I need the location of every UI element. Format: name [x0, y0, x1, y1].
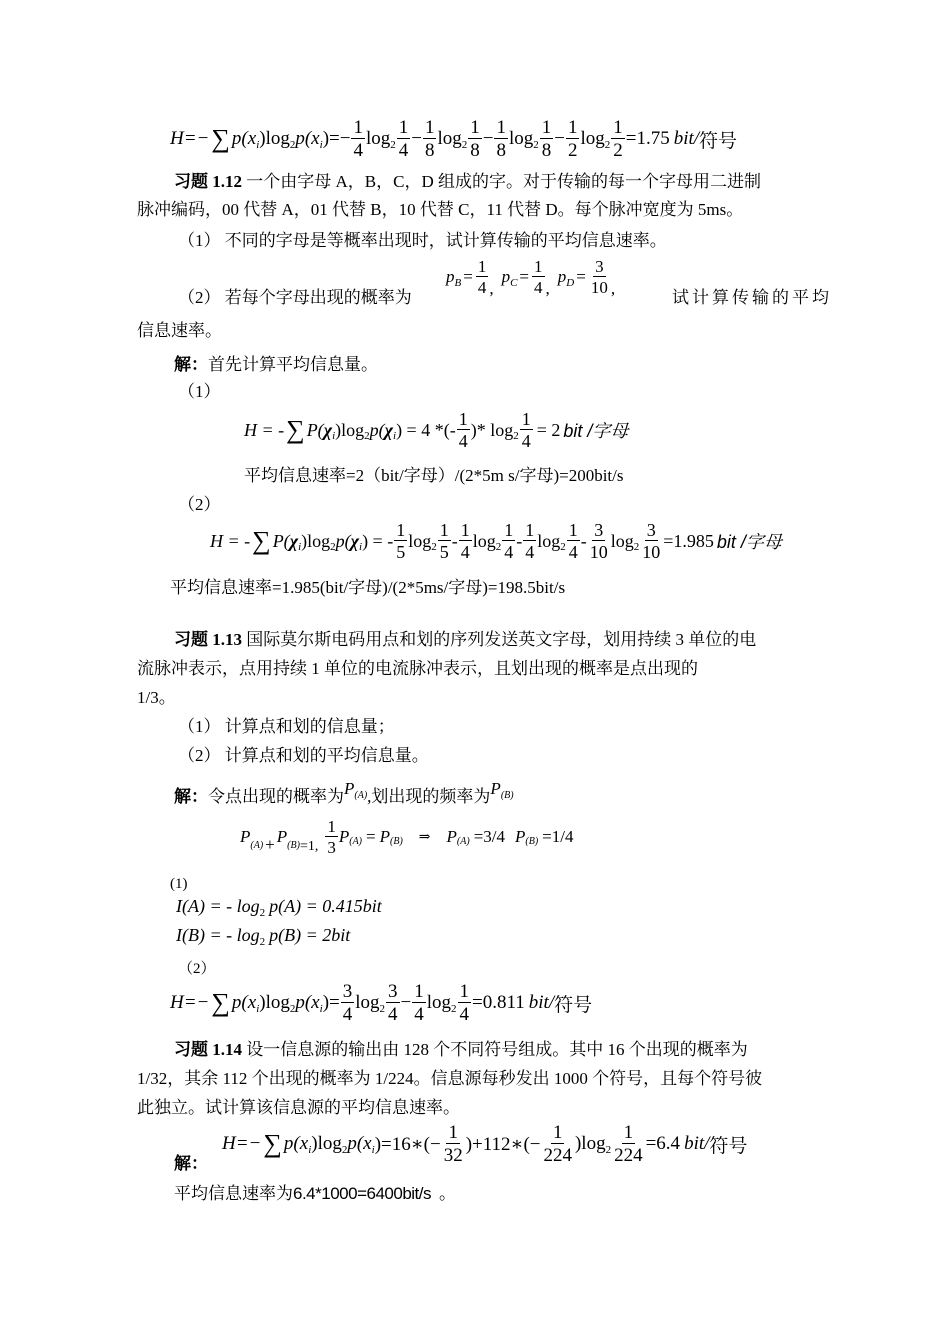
- numerator: 3: [594, 520, 604, 540]
- fraction: [611, 118, 625, 160]
- fraction: [397, 118, 411, 160]
- rate-2: 平均信息速率=1.985(bit/字母)/(2*5ms/字母)=198.5bit/s: [170, 578, 566, 597]
- numerator: 1: [534, 257, 543, 276]
- eq-text: p(x: [231, 992, 257, 1013]
- eq-text: log: [365, 128, 391, 149]
- eq-text: χ: [384, 419, 393, 440]
- eq-text: )log: [335, 419, 365, 440]
- eq-text: I(A) = - log: [176, 896, 260, 916]
- problem-title: 习题 1.14: [174, 1040, 242, 1059]
- eq-text: −: [554, 128, 565, 149]
- denominator: 8: [470, 140, 480, 161]
- eq-text: log: [437, 128, 462, 149]
- numerator: 1: [525, 520, 535, 540]
- eq-sub: 2: [390, 139, 396, 151]
- numerator: 1: [353, 117, 363, 138]
- solution-1-12: [174, 354, 378, 376]
- eq-text: p: [446, 267, 455, 286]
- eq-text: χ: [323, 419, 333, 440]
- eq-text: P: [240, 827, 251, 846]
- equation-1-12-part-2: H = - ∑ P( χ i )log 2 p( χ i ) = - $\frac{1}{5}$ log 2 $\frac{1}{5}$ - $\frac{1}{4}$ log 2 $\frac{1}{4}$ - $\frac{1}{4}$ log 2 $\frac{1}{4}$ - $\frac{3}{10}$ log 2 $\frac{3}{10}$ =1.985 bit /字母: [210, 520, 782, 562]
- denominator: 8: [541, 140, 552, 161]
- problem-1-12-question-2: （2） 若每个字母出现的概率为: [178, 288, 412, 307]
- denominator: 4: [342, 1004, 353, 1025]
- eq-sub: (A): [349, 835, 363, 847]
- eq-text: )log: [259, 992, 290, 1013]
- equation-1-13-average: H=− ∑ p(x i )log 2 p(x i )= $\frac{3}{4}$ log 2 $\frac{3}{4}$ − $\frac{1}{4}$ log 2 $\frac{1}{4}$ =0.811 bit / 符号: [170, 981, 593, 1025]
- eq-unit: bit: [684, 1133, 705, 1154]
- eq-unit: bit /字母: [563, 421, 629, 441]
- eq-text: P: [379, 827, 390, 846]
- eq-text: p(x: [231, 128, 257, 149]
- eq-text: =6.4: [645, 1133, 681, 1154]
- eq-text: p(x: [295, 128, 320, 149]
- eq-text: log: [508, 128, 534, 149]
- numerator: 3: [388, 981, 398, 1002]
- fraction: [423, 118, 437, 160]
- solution-part-1: （1）: [178, 382, 221, 401]
- eq-unit: bit: [673, 128, 694, 149]
- solution-label: 解：: [174, 787, 208, 806]
- numerator: 1: [567, 117, 578, 138]
- problem-title: 习题 1.12: [174, 172, 242, 191]
- numerator: 1: [459, 981, 470, 1002]
- denominator: 4: [460, 542, 470, 562]
- fraction: [394, 521, 407, 561]
- problem-1-12-question-2-cont: 试计算传输的平均: [672, 288, 832, 307]
- denominator: 10: [590, 278, 608, 297]
- numerator: 1: [470, 117, 480, 138]
- problem-1-14-line-2: 1/32，其余 112 个出现的概率为 1/224。信息源每秒发出 1000 个符号，且每个符号彼: [137, 1069, 763, 1088]
- eq-unit-cn: 符号: [699, 130, 738, 152]
- fraction: [459, 521, 472, 561]
- numerator: 1: [623, 1122, 634, 1143]
- equation-1-13-probabilities: [240, 818, 573, 856]
- eq-unit: bit: [528, 992, 549, 1013]
- fraction: [438, 521, 451, 561]
- probability-values: p B = $\frac{1}{4}$ , p C = $\frac{1}{4}$ , p D = $\frac{3}{10}$ ,: [446, 257, 616, 298]
- eq-text: P: [338, 827, 350, 846]
- denominator: 224: [543, 1145, 572, 1166]
- eq-sub: (B): [287, 839, 300, 851]
- problem-1-13-line-1: [174, 629, 756, 651]
- fraction: [532, 258, 545, 296]
- eq-text: ) = -: [362, 530, 394, 551]
- numerator: 1: [460, 520, 470, 540]
- fraction: [589, 258, 610, 296]
- eq-text: P(: [272, 530, 290, 551]
- numerator: 1: [504, 520, 514, 540]
- eq-sub: C: [510, 277, 518, 289]
- fraction: [412, 982, 426, 1024]
- eq-text: )log: [301, 530, 331, 551]
- equation-1-14: H=− ∑ p(x i )log 2 p(x i )=16∗(− $\frac{1}{32}$ )+112∗(− $\frac{1}{224}$ )log 2 $\frac{1}{224}$ =6.4 bit / 符号: [222, 1122, 748, 1166]
- fraction: [541, 1123, 574, 1165]
- fraction: [612, 1123, 645, 1165]
- eq-text: P: [490, 779, 501, 798]
- numerator: 1: [424, 117, 435, 138]
- denominator: 4: [534, 278, 543, 297]
- denominator: 4: [458, 431, 468, 451]
- eq-text: H=−: [222, 1133, 262, 1154]
- eq-text: I(B) = - log: [176, 925, 260, 945]
- denominator: 2: [613, 140, 623, 161]
- solution-label: 解：: [174, 355, 208, 374]
- problem-1-12-line-1: [174, 171, 761, 193]
- fraction: [457, 410, 470, 450]
- fraction: [520, 410, 533, 450]
- eq-text: )=: [322, 992, 340, 1013]
- eq-text: )log: [311, 1133, 342, 1154]
- eq-text: p(x: [283, 1133, 309, 1154]
- solution-1-13-part-1: (1): [170, 876, 188, 892]
- rate-1-14: [174, 1183, 456, 1205]
- eq-text: P: [515, 827, 526, 846]
- problem-text: 设一信息源的输出由 128 个不同符号组成。其中 16 个出现的概率为: [242, 1040, 748, 1059]
- problem-1-12-question-2-end: 信息速率。: [137, 321, 222, 340]
- denominator: 8: [424, 140, 435, 161]
- numerator: 1: [541, 117, 552, 138]
- problem-1-12-question-1: （1） 不同的字母是等概率出现时，试计算传输的平均信息速率。: [178, 231, 667, 250]
- implies-icon: ⇒: [418, 829, 431, 845]
- solution-1-13: [174, 779, 514, 811]
- fraction: [458, 982, 472, 1024]
- numerator: 1: [396, 520, 406, 540]
- eq-text: )log: [259, 128, 290, 149]
- numerator: 1: [521, 409, 531, 429]
- solution-text: 首先计算平均信息量。: [208, 355, 378, 374]
- problem-1-12-line-2: 脉冲编码，00 代替 A，01 代替 B，10 代替 C，11 代替 D。每个脉冲宽度为 5ms。: [137, 200, 744, 219]
- numerator: 1: [448, 1122, 458, 1143]
- info-b: I(B) = - log 2 p(B) = 2bit: [176, 925, 351, 948]
- eq-text: =3/4: [473, 827, 505, 846]
- denominator: 10: [589, 542, 608, 562]
- numerator: 1: [568, 520, 578, 540]
- entropy-equation-top: [170, 118, 737, 160]
- numerator: 1: [458, 409, 468, 429]
- eq-sub: 2: [289, 139, 296, 151]
- numerator: 1: [477, 257, 487, 276]
- denominator: 5: [396, 542, 406, 562]
- denominator: 10: [642, 542, 661, 562]
- eq-text: p(A) = 0.415bit: [269, 896, 382, 916]
- numerator: 3: [646, 520, 656, 540]
- eq-sub: 2: [461, 139, 468, 151]
- denominator: 4: [504, 542, 514, 562]
- problem-1-13-line-2: 流脉冲表示，点用持续 1 单位的电流脉冲表示，且划出现的概率是点出现的: [137, 659, 698, 678]
- numerator: 1: [552, 1122, 563, 1143]
- eq-text: P(: [306, 419, 324, 440]
- eq-text: )=16∗(−: [374, 1133, 441, 1155]
- problem-text: 国际莫尔斯电码用点和划的序列发送英文字母，划用持续 3 单位的电: [242, 630, 757, 649]
- eq-sub: 2: [604, 139, 611, 151]
- solution-label-1-14: 解：: [174, 1154, 208, 1173]
- eq-unit: bit /字母: [716, 532, 782, 552]
- problem-1-13-question-1: （1） 计算点和划的信息量；: [178, 717, 395, 736]
- numerator: 3: [342, 981, 353, 1002]
- numerator: 1: [496, 117, 506, 138]
- numerator: 1: [327, 817, 336, 836]
- denominator: 224: [614, 1145, 643, 1166]
- eq-text: +: [265, 835, 275, 854]
- eq-text: =0.811: [472, 992, 525, 1013]
- denominator: 4: [521, 431, 531, 451]
- denominator: 3: [327, 838, 336, 857]
- problem-text: 一个由字母 A，B，C，D 组成的字。对于传输的每一个字母用二进制: [242, 172, 761, 191]
- eq-text: log: [580, 128, 605, 149]
- eq-sub: (A): [250, 839, 264, 851]
- eq-text: =1,: [299, 839, 319, 854]
- fraction: [640, 521, 662, 561]
- denominator: 4: [568, 542, 578, 562]
- solution-text: 平均信息速率为: [174, 1184, 293, 1203]
- eq-text: ) = 4 *(-: [396, 419, 456, 440]
- fraction: [386, 982, 400, 1024]
- eq-text: H=−: [170, 992, 210, 1013]
- denominator: 4: [525, 542, 535, 562]
- solution-1-13-part-2: （2）: [178, 961, 216, 977]
- eq-text: P: [276, 827, 288, 846]
- eq-sub: (B): [500, 790, 514, 801]
- fraction: [567, 521, 580, 561]
- fraction: [468, 118, 482, 160]
- equation-1-12-part-1: H = - ∑ P( χ i )log 2 p( χ i ) = 4 *(- $\frac{1}{4}$ )* log 2 $\frac{1}{4}$ = 2 bit /字母: [244, 409, 629, 451]
- eq-text: p: [557, 267, 567, 286]
- eq-text: p(x: [347, 1133, 372, 1154]
- eq-text: p(x: [295, 992, 320, 1013]
- comma: ,: [545, 279, 550, 298]
- eq-text: =1/4: [542, 827, 574, 846]
- fraction: [442, 1123, 465, 1165]
- eq-sub: (A): [354, 790, 368, 801]
- eq-text: −: [482, 128, 494, 149]
- fraction: [502, 521, 515, 561]
- eq-sub: (B): [525, 835, 539, 847]
- denominator: 4: [414, 1004, 424, 1025]
- numerator: 1: [414, 981, 424, 1002]
- eq-text: H = -: [244, 419, 285, 440]
- denominator: 4: [353, 140, 363, 161]
- solution-text: 。: [439, 1184, 456, 1203]
- fraction: [523, 521, 536, 561]
- eq-sub: i: [319, 139, 323, 151]
- eq-sub: 2: [533, 139, 539, 151]
- fraction: [476, 258, 489, 296]
- numerator: 1: [439, 520, 449, 540]
- solution-part-2: （2）: [178, 495, 221, 514]
- eq-sub: (B): [390, 835, 403, 847]
- fraction: [566, 118, 580, 160]
- eq-text: p: [501, 267, 511, 286]
- comma: ,: [610, 279, 616, 298]
- denominator: 4: [459, 1004, 470, 1025]
- problem-1-14-line-3: 此独立。试计算该信息源的平均信息速率。: [137, 1098, 460, 1117]
- numerator: 1: [613, 117, 623, 138]
- numerator: 1: [398, 117, 409, 138]
- denominator: 5: [439, 542, 449, 562]
- comma: ,: [489, 279, 494, 298]
- eq-text: H = -: [210, 530, 251, 551]
- eq-text: )* log: [470, 419, 514, 440]
- eq-text: =1.75: [625, 128, 670, 149]
- eq-text: p(B) = 2bit: [269, 925, 351, 945]
- solution-text: ,划出现的频率为: [367, 787, 491, 806]
- fraction: [494, 118, 508, 160]
- problem-1-13-question-2: （2） 计算点和划的平均信息量。: [178, 746, 429, 765]
- problem-title: 习题 1.13: [174, 630, 242, 649]
- rate-1: 平均信息速率=2（bit/字母）/(2*5m s/字母)=200bit/s: [244, 466, 624, 485]
- denominator: 4: [477, 278, 487, 297]
- sum-symbol: ∑: [211, 124, 230, 153]
- eq-text: =1.985: [663, 530, 714, 551]
- eq-text: P: [344, 779, 355, 798]
- problem-1-14-line-1: [174, 1039, 748, 1061]
- rate-value: 6.4*1000=6400bit/s: [293, 1184, 431, 1203]
- eq-text: p(: [335, 530, 351, 551]
- eq-sub: B: [454, 277, 462, 289]
- denominator: 32: [443, 1145, 463, 1166]
- eq-text: H=−: [170, 128, 210, 149]
- eq-unit-cn: 符号: [709, 1135, 748, 1157]
- eq-text: =: [366, 827, 376, 846]
- denominator: 4: [398, 140, 409, 161]
- fraction: [341, 982, 355, 1024]
- eq-sub: i: [256, 139, 260, 151]
- eq-text: −: [411, 128, 422, 149]
- eq-text: )=−: [322, 128, 351, 149]
- solution-text: 令点出现的概率为: [208, 787, 344, 806]
- eq-text: p(: [369, 419, 385, 440]
- denominator: 2: [567, 140, 578, 161]
- eq-sub: D: [566, 277, 575, 289]
- eq-text: = 2: [536, 419, 561, 440]
- denominator: 4: [388, 1004, 398, 1025]
- denominator: 8: [496, 140, 506, 161]
- info-a: I(A) = - log 2 p(A) = 0.415bit: [176, 896, 382, 919]
- eq-unit-cn: 符号: [554, 994, 593, 1016]
- eq-text: )log: [574, 1133, 606, 1154]
- fraction: [540, 118, 554, 160]
- problem-1-13-line-3: 1/3。: [137, 688, 176, 707]
- fraction: [351, 118, 365, 160]
- eq-text: )+112∗(−: [465, 1133, 541, 1155]
- eq-text: P: [446, 827, 457, 846]
- fraction: [325, 818, 338, 856]
- numerator: 3: [595, 257, 604, 276]
- eq-text: /: [693, 128, 700, 149]
- fraction: [588, 521, 610, 561]
- eq-sub: (A): [456, 835, 470, 847]
